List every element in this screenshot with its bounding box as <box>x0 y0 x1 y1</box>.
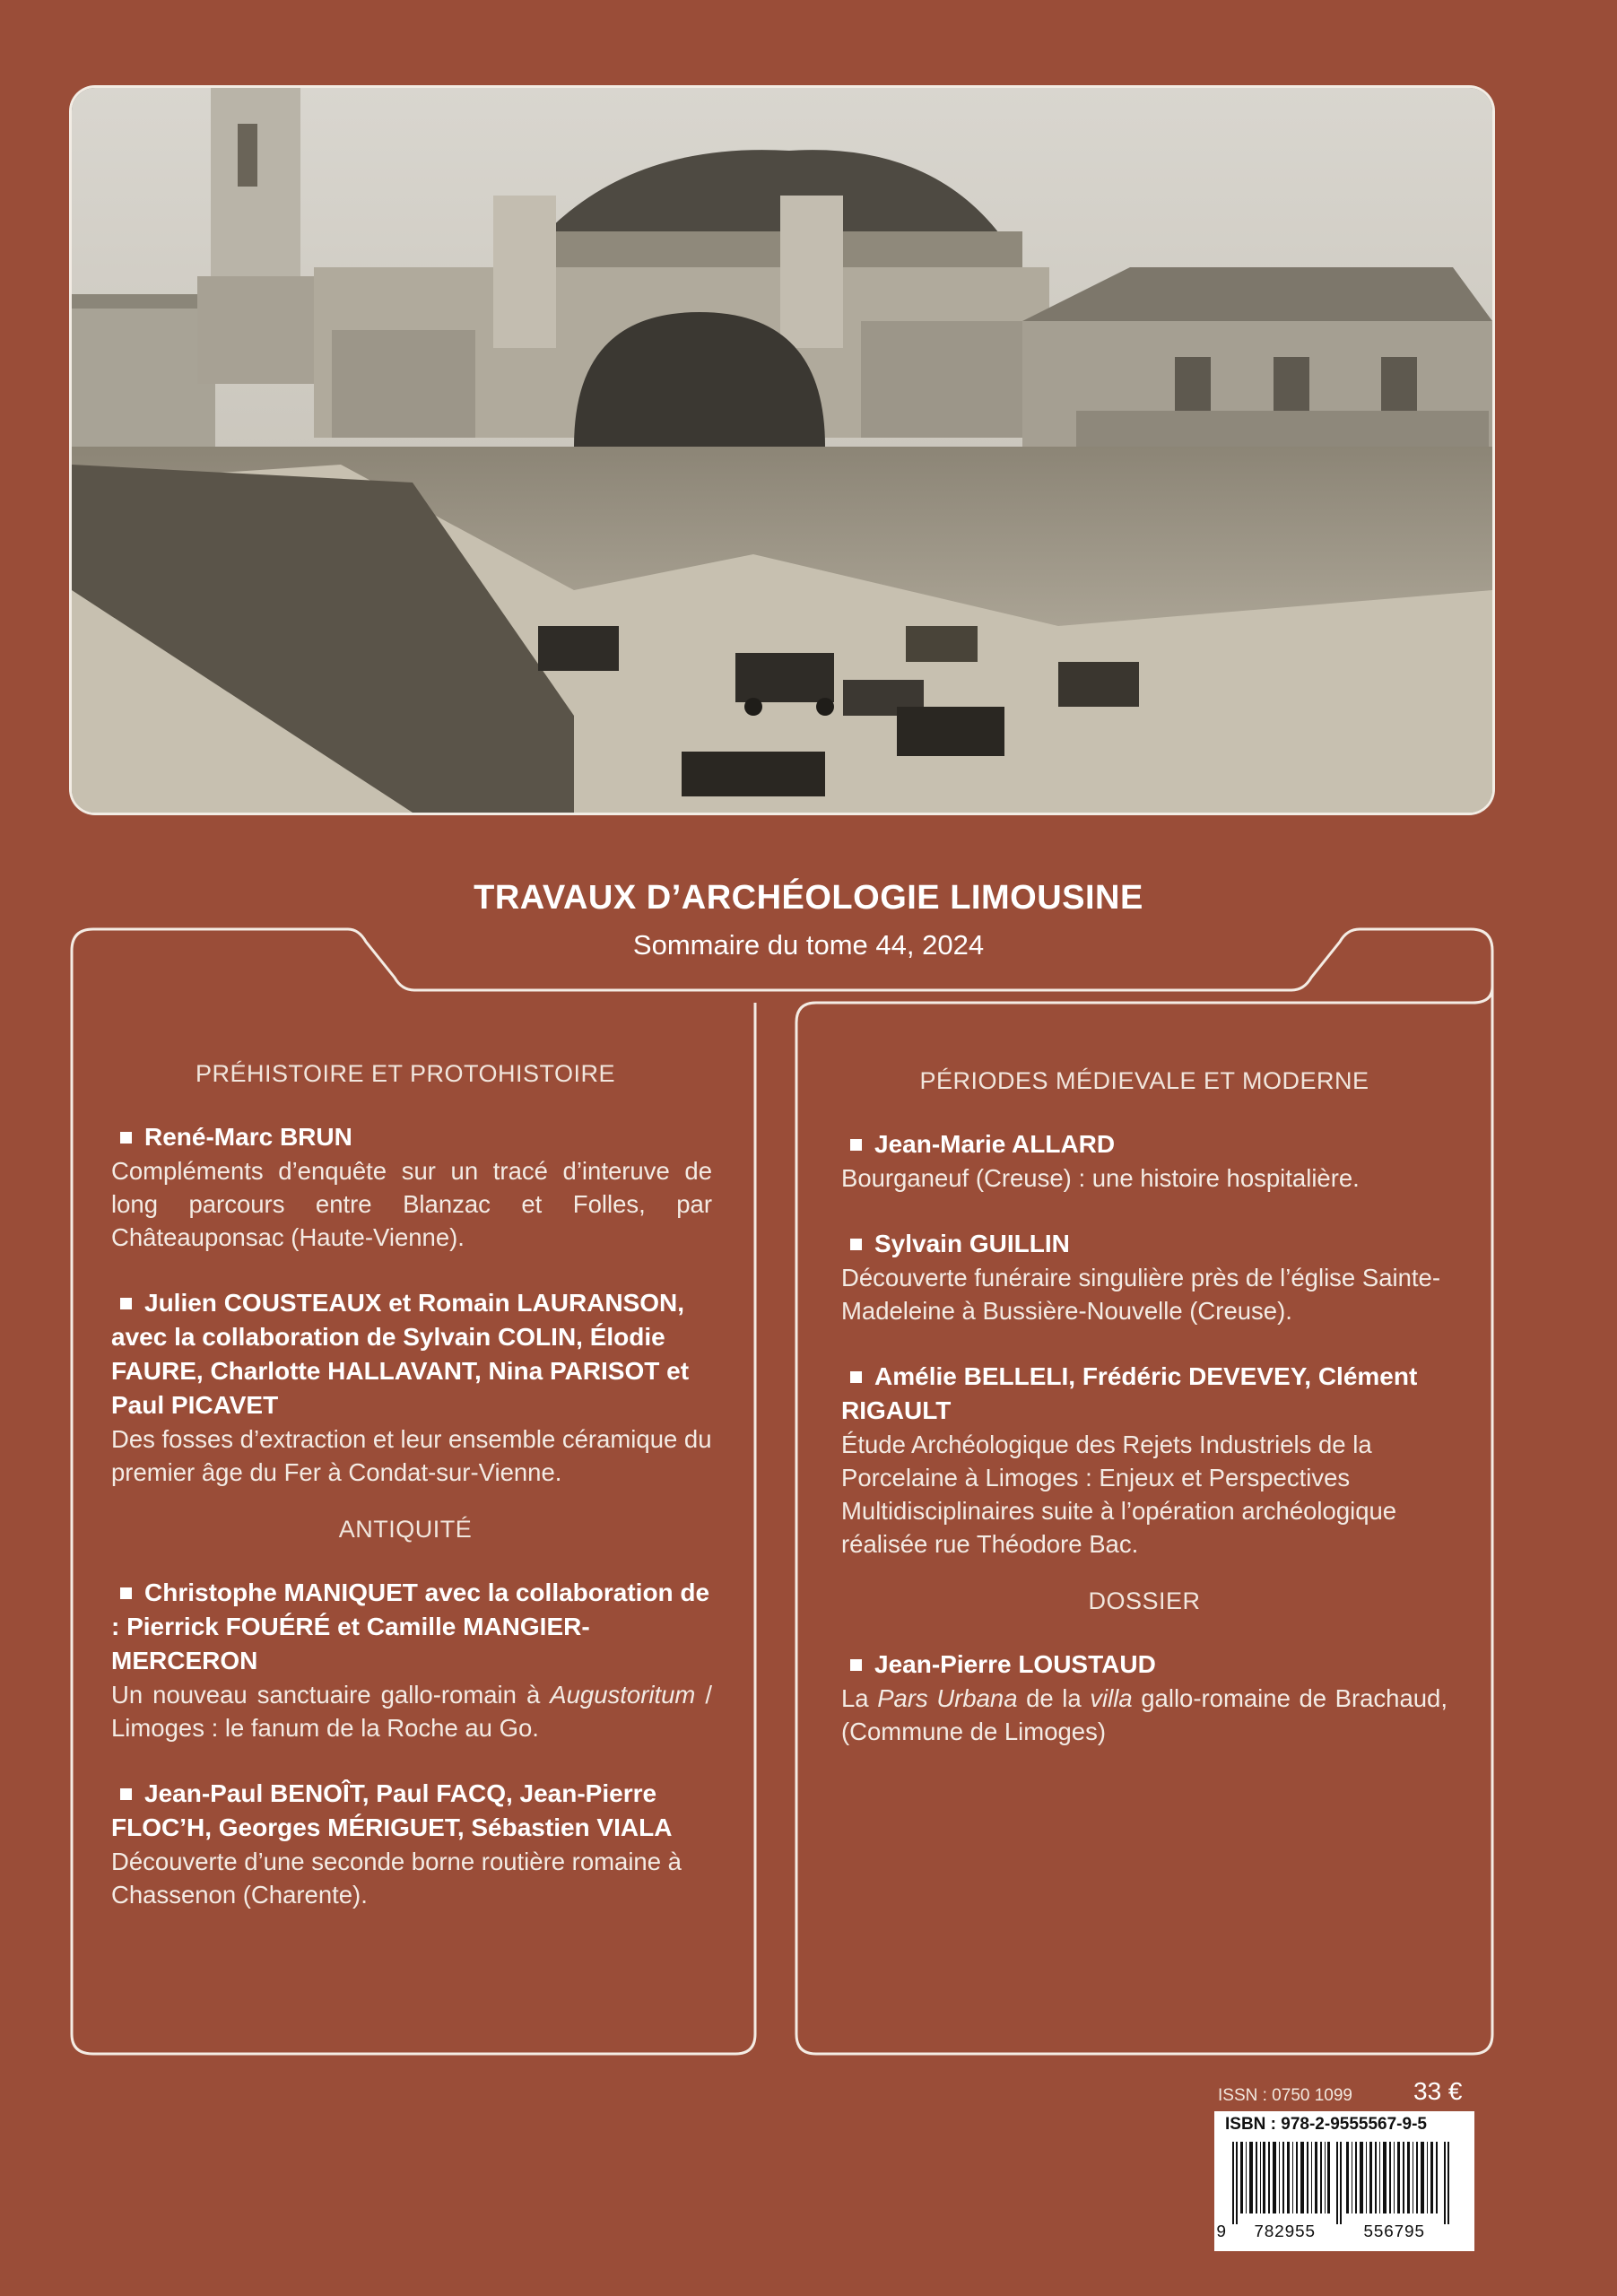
entry-author: Christophe MANIQUET avec la collaboration de : Pierrick FOUÉRÉ et Camille MANGIER-MERCERON <box>111 1578 710 1674</box>
toc-entry <box>111 1120 712 1254</box>
bullet-square-icon <box>120 1587 132 1599</box>
section-title-dossier: DOSSIER <box>1088 1587 1201 1614</box>
entry-description: Bourganeuf (Creuse) : une histoire hospitalière. <box>841 1164 1360 1192</box>
isbn-label: ISBN : 978-2-9555567-9-5 <box>1225 2115 1427 2134</box>
entry-author: Jean-Pierre LOUSTAUD <box>841 1648 1447 1682</box>
entry-author: Julien COUSTEAUX et Romain LAURANSON, avec la collaboration de Sylvain COLIN, Élodie FAURE, Charlotte HALLAVANT, Nina PARISOT et Paul PICAVET <box>111 1289 690 1419</box>
barcode-right-digits: 556795 <box>1363 2222 1425 2242</box>
station-photo-illustration <box>72 88 1492 813</box>
left-column <box>111 1060 712 1944</box>
bullet-square-icon <box>120 1132 132 1144</box>
bullet-square-icon <box>850 1239 862 1250</box>
barcode-bars <box>1225 2142 1465 2224</box>
toc-entry <box>841 1360 1447 1561</box>
entry-description: Compléments d’enquête sur un tracé d’interuve de long parcours entre Blanzac et Folles, par Châteauponsac (Haute-Vienne). <box>111 1157 712 1251</box>
toc-entry <box>841 1127 1447 1195</box>
entry-author: René-Marc BRUN <box>111 1120 712 1154</box>
bullet-square-icon <box>850 1371 862 1383</box>
section-title-antiquite: ANTIQUITÉ <box>338 1516 473 1543</box>
toc-entry <box>841 1648 1447 1748</box>
entry-description: La Pars Urbana de la villa gallo-romaine de Brachaud, (Commune de Limoges) <box>841 1684 1447 1745</box>
barcode-left-digits: 782955 <box>1254 2222 1316 2242</box>
book-subtitle: Sommaire du tome 44, 2024 <box>632 929 985 961</box>
toc-entry <box>111 1576 712 1744</box>
book-title: TRAVAUX D’ARCHÉOLOGIE LIMOUSINE <box>474 879 1143 917</box>
entry-description: Découverte d’une seconde borne routière romaine à Chassenon (Charente). <box>111 1848 682 1909</box>
entry-author: Amélie BELLELI, Frédéric DEVEVEY, Clément RIGAULT <box>841 1362 1418 1424</box>
toc-entry <box>111 1286 712 1489</box>
right-column <box>841 1067 1447 1780</box>
entry-description: Un nouveau sanctuaire gallo-romain à Augustoritum / Limoges : le fanum de la Roche au Go. <box>111 1681 712 1742</box>
entry-description: Des fosses d’extraction et leur ensemble céramique du premier âge du Fer à Condat-sur-Vienne. <box>111 1425 712 1486</box>
isbn-barcode <box>1214 2111 1474 2251</box>
section-title-prehistoire: PRÉHISTOIRE ET PROTOHISTOIRE <box>195 1060 616 1087</box>
bullet-square-icon <box>120 1788 132 1800</box>
bullet-square-icon <box>120 1298 132 1309</box>
cover-photo <box>72 88 1492 813</box>
section-title-medievale: PÉRIODES MÉDIEVALE ET MODERNE <box>919 1067 1369 1094</box>
entry-author: Jean-Paul BENOÎT, Paul FACQ, Jean-Pierre FLOC’H, Georges MÉRIGUET, Sébastien VIALA <box>111 1779 673 1841</box>
bullet-square-icon <box>850 1139 862 1151</box>
entry-description: Étude Archéologique des Rejets Industriels de la Porcelaine à Limoges : Enjeux et Perspectives Multidisciplinaires suite à l’opération archéologique réalisée rue Théodore Bac. <box>841 1431 1397 1558</box>
issn-label: ISSN : 0750 1099 <box>1218 2086 1352 2105</box>
entry-author: Sylvain GUILLIN <box>841 1227 1447 1261</box>
entry-author: Jean-Marie ALLARD <box>841 1127 1447 1161</box>
barcode-first-digit: 9 <box>1216 2222 1227 2242</box>
toc-entry <box>111 1777 712 1911</box>
entry-description: Découverte funéraire singulière près de l’église Sainte-Madeleine à Bussière-Nouvelle (Creuse). <box>841 1264 1441 1325</box>
toc-entry <box>841 1227 1447 1327</box>
price-label: 33 € <box>1413 2077 1463 2105</box>
bullet-square-icon <box>850 1659 862 1671</box>
